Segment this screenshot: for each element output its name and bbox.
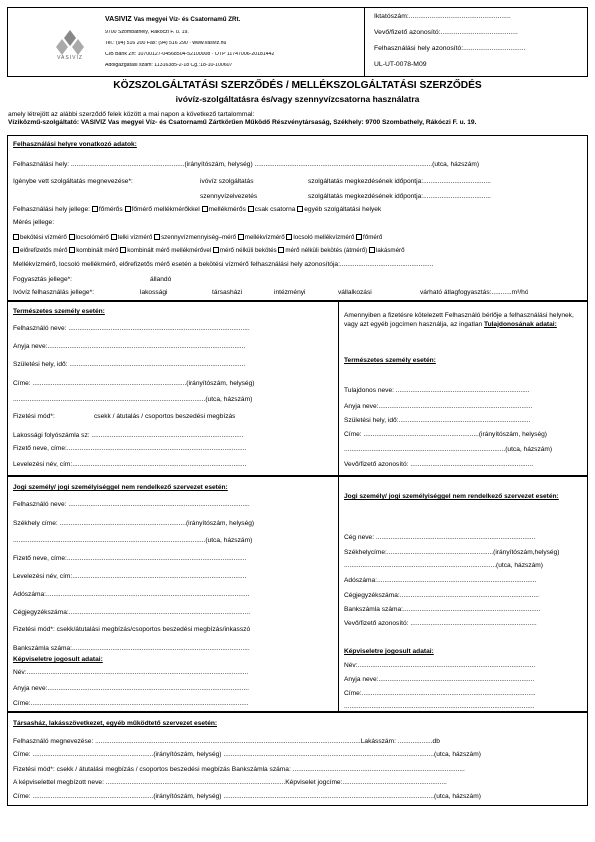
meter-option[interactable] bbox=[356, 234, 382, 241]
owner-tax-number[interactable]: Adószáma:....................................................................................... bbox=[344, 577, 537, 584]
rep-address[interactable]: Címe:....................................................................................................................... bbox=[13, 700, 249, 707]
legal-user-name[interactable]: Felhasználó neve: ................................................................................................... bbox=[13, 501, 250, 508]
condo-rep-field[interactable]: A képviselettel megbízott neve: ..................................................................................................Képviselet jogcíme:......................................................... bbox=[13, 779, 447, 786]
legal-mailing[interactable]: Levelezési név, cím:............................................................................................... bbox=[13, 573, 247, 580]
owner-rep-heading: Képviseletre jogosult adatai: bbox=[344, 648, 434, 655]
checkbox-icon[interactable] bbox=[13, 247, 19, 253]
user-name-field[interactable]: Felhasználó neve: ................................................................................................... bbox=[13, 325, 250, 332]
water-usage-label: Ivóvíz felhasználás jellege*: bbox=[13, 289, 95, 296]
owner-name-field[interactable]: Tulajdonos neve: ......................................................................... bbox=[344, 387, 530, 394]
section2-divider bbox=[338, 301, 339, 476]
owner-rep-address-2[interactable]: ........................................................................................................ bbox=[344, 703, 535, 710]
option-label: főmérő mellékmérőkkel bbox=[131, 206, 200, 213]
meter-option[interactable] bbox=[120, 247, 211, 254]
payer-field[interactable]: Fizető neve, címe:.................................................................................................. bbox=[13, 445, 247, 452]
place-type-option[interactable] bbox=[297, 206, 381, 213]
logo-text: VASIVÍZ bbox=[57, 55, 83, 61]
place-type-option[interactable] bbox=[125, 206, 200, 213]
company-bank: CIB Bank Zrt: 10700127-04568504-52100008 · OTP 11747006-20181442 bbox=[105, 52, 275, 57]
owner-address-city[interactable]: Címe: ...............................................................(irányítószám, helység) bbox=[344, 431, 547, 438]
mother-name-field[interactable]: Anyja neve:............................................................................................................ bbox=[13, 343, 246, 350]
condominium-heading: Társasház, lakásszövetkezet, egyéb működtető szervezet esetén: bbox=[13, 720, 218, 727]
company-full-name: Vas megyei Víz- és Csatornamű ZRt. bbox=[133, 16, 241, 23]
option-label: locsolómérő bbox=[75, 234, 109, 241]
owner-mother-field[interactable]: Anyja neve:.................................................................................... bbox=[344, 403, 533, 410]
service-sewage[interactable]: szennyvízelvezetés bbox=[200, 193, 258, 200]
option-label: bekötési vízmérő bbox=[20, 234, 67, 241]
provider-label: Víziközmű-szolgáltató bbox=[8, 119, 77, 126]
option-label: főmérő bbox=[363, 234, 383, 241]
legal-payment-method[interactable]: Fizetési mód*: csekk/átutalási megbízás/csoportos beszedési megbízás/inkasszó bbox=[13, 626, 251, 633]
owner-rep-mother[interactable]: Anyja neve:..................................................................................... bbox=[344, 676, 535, 683]
checkbox-icon[interactable] bbox=[278, 247, 284, 253]
meter-option[interactable] bbox=[238, 234, 285, 241]
owner-bank-account[interactable]: Bankszámla száma:........................................................................... bbox=[344, 606, 541, 613]
service-label: Igénybe vett szolgáltatás megnevezése*: bbox=[13, 178, 133, 185]
owner-note-bold: Tulajdonosának adatai: bbox=[484, 320, 557, 328]
owner-legal-customer-id[interactable]: Vevő/fizető azonosító: ..................................................................... bbox=[344, 620, 537, 627]
section3-divider bbox=[338, 476, 339, 712]
checkbox-icon[interactable] bbox=[213, 247, 219, 253]
meter-option[interactable] bbox=[278, 247, 367, 254]
form-code: UL-UT-0078-M09 bbox=[374, 61, 427, 68]
main-meter-id[interactable]: Mellékvízmérő, locsoló mellékmérő, előrefizetős mérő esetén a bekötési vízmérő felhasználási hely azonosítója:................................................... bbox=[13, 261, 434, 268]
account-field[interactable]: Lakossági folyószámla sz: ................................................................................... bbox=[13, 432, 244, 439]
metering-label: Mérés jellege: bbox=[13, 219, 55, 226]
option-label: mellékmérős bbox=[208, 206, 246, 213]
place-id[interactable]: Felhasználási hely azonosító:................................. bbox=[374, 45, 526, 52]
place-type-option[interactable] bbox=[248, 206, 296, 213]
provider-text: : VASIVÍZ Vas megyei Víz- és Csatornamű Zártkörűen Működő Részvénytársaság, Székhely: 9700 Szombathely, Rákóczi F. u. 19. bbox=[76, 119, 477, 126]
rep-mother[interactable]: Anyja neve:.............................................................................................................. bbox=[13, 685, 249, 692]
legal-bank-account[interactable]: Bankszámla száma:................................................................................................. bbox=[13, 645, 250, 652]
checkbox-icon[interactable] bbox=[13, 234, 19, 240]
metering-row-1 bbox=[13, 234, 382, 241]
sewage-start-date[interactable]: szolgáltatás megkezdésének időpontja:..................................... bbox=[308, 193, 491, 200]
place-type-option[interactable] bbox=[92, 206, 123, 213]
consumption-type-value[interactable]: állandó bbox=[150, 276, 172, 283]
option-label: kombinált mérő mellékmérővel bbox=[127, 247, 212, 254]
option-label: csak csatorna bbox=[254, 206, 296, 213]
company-tax: Adóigazgatási szám: 11316385-2-18 Cg.:18-10-100607 bbox=[105, 63, 233, 68]
condo-name-field[interactable]: Felhasználó megnevezése: .................................................................................................................................................Lakásszám: ...................db bbox=[13, 738, 440, 745]
company-address: 9700 Szombathely, Rákóczi F. u. 19. bbox=[105, 30, 189, 35]
section-usage-place bbox=[7, 135, 588, 301]
meter-option[interactable] bbox=[154, 234, 236, 241]
birth-field[interactable]: Születési hely, idő: ................................................................................................ bbox=[13, 361, 246, 368]
checkbox-icon[interactable] bbox=[238, 234, 244, 240]
address-city-field[interactable]: Címe: ....................................................................................(irányítószám, helység) bbox=[13, 380, 255, 387]
checkbox-icon[interactable] bbox=[297, 206, 303, 212]
meter-option[interactable] bbox=[111, 234, 153, 241]
legal-entity-heading: Jogi személy/ jogi személyiséggel nem rendelkező szervezet esetén: bbox=[13, 484, 228, 491]
owner-note-text: Amennyiben a fizetésre kötelezett Felhasználó bérlője a felhasználási helynek, vagy azt egyéb jogcímen használja, az ingatlan bbox=[344, 312, 574, 328]
option-label: locsoló mellékvízmérő bbox=[293, 234, 355, 241]
place-type-row bbox=[13, 206, 381, 214]
checkbox-icon[interactable] bbox=[111, 234, 117, 240]
option-label: előrefizetős mérő bbox=[20, 247, 68, 254]
owner-company-name[interactable]: Cég neve: ....................................................................................... bbox=[344, 534, 536, 541]
intro-line: amely létrejött az alábbi szerződő felek között a mai napon a következő tartalommal: bbox=[8, 111, 255, 118]
checkbox-icon[interactable] bbox=[202, 206, 208, 212]
address-street-field[interactable]: .........................................................................................................(utca, házszám) bbox=[13, 396, 253, 403]
option-label: lakásmérő bbox=[375, 247, 405, 254]
rep-name[interactable]: Név:......................................................................................................................... bbox=[13, 669, 249, 676]
owner-natural-heading: Természetes személy esetén: bbox=[344, 357, 436, 364]
owner-seat-city[interactable]: Székhelycíme:..........................................................(irányítószám,helység) bbox=[344, 549, 560, 556]
option-label: mérő nélküli bekötés bbox=[219, 247, 277, 254]
intro-provider bbox=[8, 119, 476, 127]
option-label: szennyvízmennyiség–mérő bbox=[161, 234, 237, 241]
payment-method-label: Fizetési mód*: bbox=[13, 413, 55, 420]
legal-payer[interactable]: Fizető neve, címe:.................................................................................................. bbox=[13, 555, 247, 562]
owner-address-street[interactable]: ........................................................................................(utca, házszám) bbox=[344, 446, 553, 453]
checkbox-icon[interactable] bbox=[92, 206, 98, 212]
checkbox-icon[interactable] bbox=[286, 234, 292, 240]
owner-note bbox=[344, 312, 584, 329]
filing-number[interactable]: Iktatószám:...................................................... bbox=[374, 13, 511, 20]
page-title: KÖZSZOLGÁLTATÁSI SZERZŐDÉS / MELLÉKSZOLGÁLTATÁSI SZERZŐDÉS bbox=[113, 80, 482, 91]
mailing-field[interactable]: Levelezési név, cím:............................................................................................... bbox=[13, 461, 247, 468]
checkbox-icon[interactable] bbox=[69, 234, 75, 240]
option-label: mérő nélküli bekötés (átmérő) bbox=[285, 247, 368, 254]
checkbox-icon[interactable] bbox=[369, 247, 375, 253]
place-type-label: Felhasználási hely jellege: bbox=[13, 206, 90, 213]
owner-rep-name[interactable]: Név:................................................................................................. bbox=[344, 662, 536, 669]
service-water[interactable]: ivóvíz szolgáltatás bbox=[200, 178, 254, 185]
owner-seat-street[interactable]: ...................................................................................(utca, házszám) bbox=[344, 562, 543, 569]
legal-seat-street[interactable]: .........................................................................................................(utca, házszám) bbox=[13, 537, 253, 544]
meter-option[interactable] bbox=[213, 247, 277, 254]
metering-row-2 bbox=[13, 247, 405, 254]
condo-rep-address[interactable]: Címe: ..................................................................(irányítószám, helység) ...................................................................................................................(utca, házszám) bbox=[13, 793, 481, 800]
condo-address-field[interactable]: Címe: ..................................................................(irányítószám, helység) ...................................................................................................................(utca, házszám) bbox=[13, 751, 481, 758]
meter-option[interactable] bbox=[69, 234, 109, 241]
expected-consumption[interactable]: várható átlagfogyasztás:...........m³/hó bbox=[420, 289, 529, 296]
rep-heading: Képviseletre jogosult adatai: bbox=[13, 656, 103, 663]
usage-option-institutional[interactable]: intézményi bbox=[274, 289, 306, 296]
legal-tax-number[interactable]: Adószáma:............................................................................................................... bbox=[13, 591, 250, 598]
checkbox-icon[interactable] bbox=[69, 247, 75, 253]
usage-option-condo[interactable]: társasházi bbox=[212, 289, 243, 296]
page-subtitle: ivóvíz-szolgáltatásra és/vagy szennyvízcsatorna használatra bbox=[175, 94, 420, 104]
natural-person-heading: Természetes személy esetén: bbox=[13, 308, 105, 315]
checkbox-icon[interactable] bbox=[154, 234, 160, 240]
option-label: telki vízmérő bbox=[117, 234, 153, 241]
company-name: VASIVÍZ bbox=[105, 16, 132, 23]
section1-heading: Felhasználási helyre vonatkozó adatok: bbox=[13, 141, 137, 148]
meter-option[interactable] bbox=[286, 234, 354, 241]
condo-payment-field[interactable]: Fizetési mód*: csekk / átutalási megbízás / csoportos beszedési megbízás Bankszámla száma: .............................................................................................. bbox=[13, 766, 465, 773]
owner-registry-number[interactable]: Cégjegyzékszáma:............................................................................ bbox=[344, 592, 539, 599]
owner-legal-heading: Jogi személy/ jogi személyiséggel nem rendelkező szervezet esetén: bbox=[344, 493, 559, 500]
option-label: kombinált mérő bbox=[76, 247, 119, 254]
meter-option[interactable] bbox=[13, 247, 67, 254]
place-type-option[interactable] bbox=[202, 206, 246, 213]
company-logo bbox=[50, 26, 90, 68]
usage-place-address[interactable]: Felhasználási hely: ..............................................................(irányítószám, helység) .................................................................................................(utca, házszám) bbox=[13, 161, 480, 168]
option-label: egyéb szolgáltatási helyek bbox=[304, 206, 382, 213]
meter-option[interactable] bbox=[69, 247, 118, 254]
checkbox-icon[interactable] bbox=[356, 234, 362, 240]
company-phone: Tel.: (94) 516 200 Fax: (94) 516 290 · www.vasviz.hu bbox=[105, 41, 227, 46]
option-label: főmérős bbox=[98, 206, 123, 213]
option-label: mellékvízmérő bbox=[244, 234, 285, 241]
legal-seat-city[interactable]: Székhely címe: .....................................................................(irányítószám, helység) bbox=[13, 520, 255, 527]
owner-birth-field[interactable]: Születési hely, idő:........................................................................ bbox=[344, 417, 531, 424]
water-start-date[interactable]: szolgáltatás megkezdésének időpontja:..................................... bbox=[308, 178, 491, 185]
header-divider bbox=[364, 7, 365, 77]
usage-option-residential[interactable]: lakossági bbox=[140, 289, 168, 296]
consumption-type-label: Fogyasztás jellege*: bbox=[13, 276, 73, 283]
legal-registry-number[interactable]: Cégjegyzékszáma:................................................................................................... bbox=[13, 609, 251, 616]
customer-id[interactable]: Vevő/fizető azonosító:......................................... bbox=[374, 29, 518, 36]
checkbox-icon[interactable] bbox=[120, 247, 126, 253]
checkbox-icon[interactable] bbox=[248, 206, 254, 212]
payment-method-options[interactable]: csekk / átutalás / csoportos beszedési megbízás bbox=[94, 413, 236, 420]
usage-option-business[interactable]: vállalkozási bbox=[338, 289, 372, 296]
company-name-line bbox=[105, 16, 240, 24]
checkbox-icon[interactable] bbox=[125, 206, 131, 212]
meter-option[interactable] bbox=[13, 234, 67, 241]
meter-option[interactable] bbox=[369, 247, 405, 254]
owner-customer-id[interactable]: Vevő/fizető azonosító: ................................................................... bbox=[344, 461, 534, 468]
owner-rep-address[interactable]: Címe:............................................................................................... bbox=[344, 690, 536, 697]
